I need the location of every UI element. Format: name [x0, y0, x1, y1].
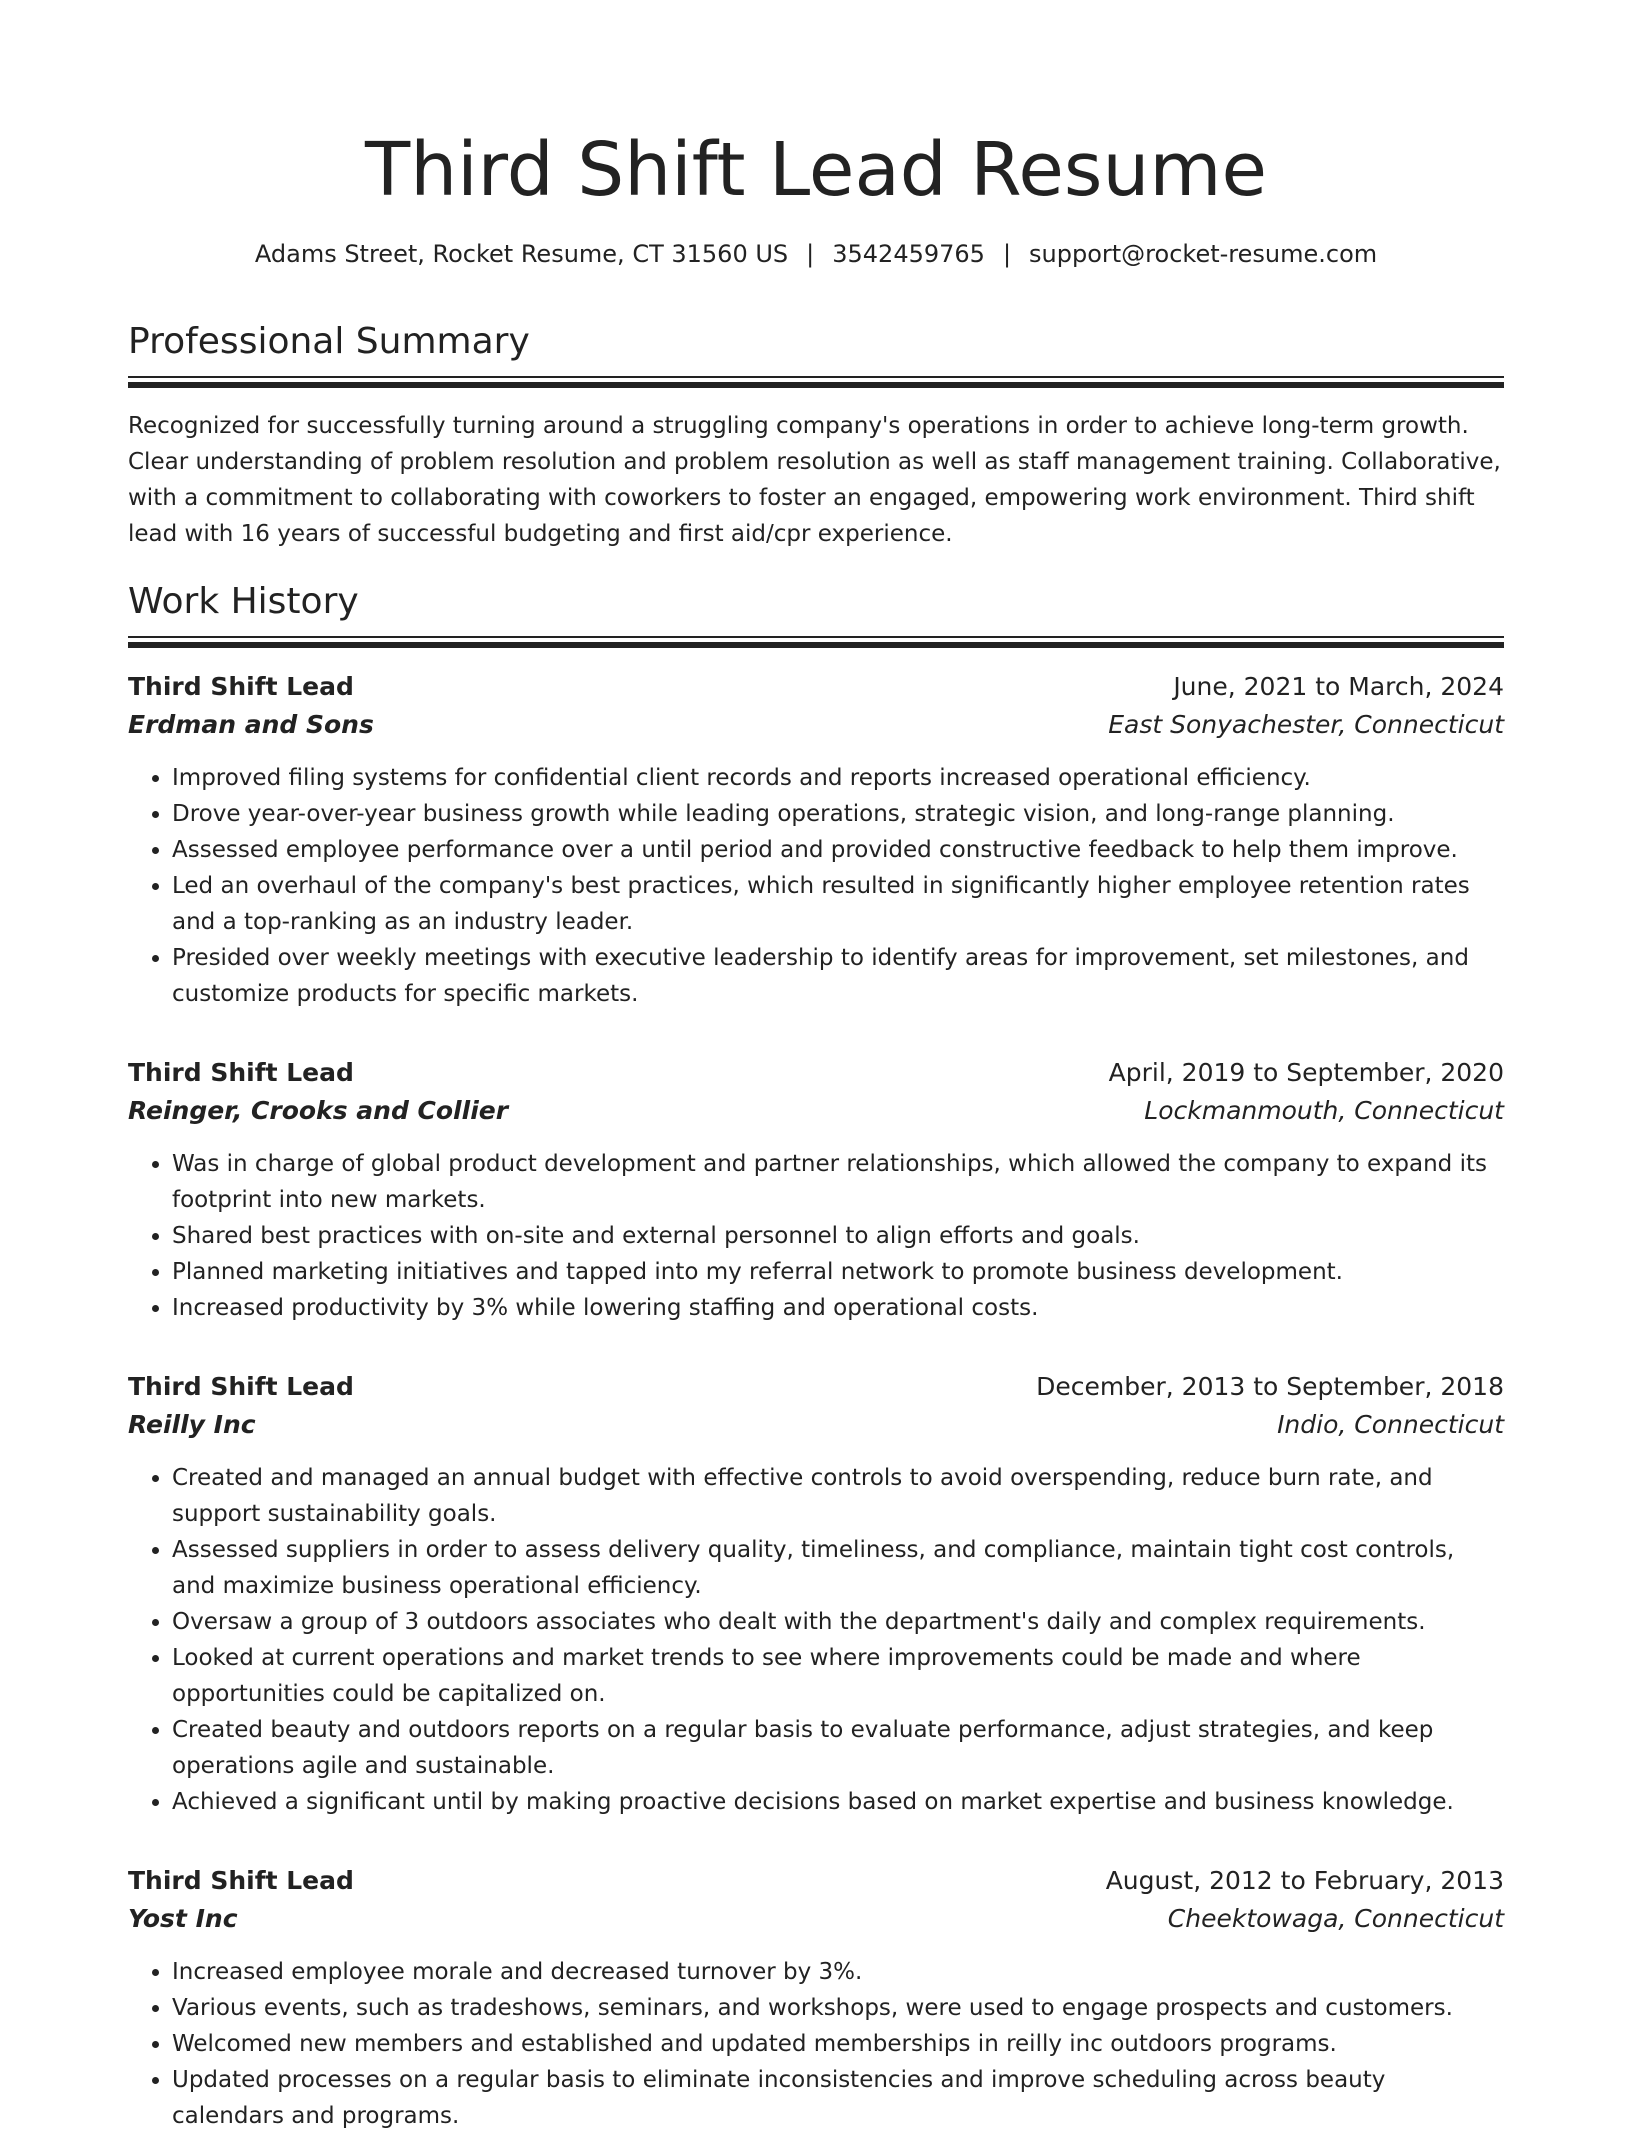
job-entry	[128, 1054, 1504, 1326]
job-title: Third Shift Lead	[128, 1866, 354, 1895]
section-heading-work-history: Work History	[128, 581, 359, 622]
page-title: Third Shift Lead Resume	[365, 127, 1267, 213]
job-company: Reilly Inc	[128, 1410, 256, 1439]
job-header-row	[128, 1368, 1504, 1406]
job-bullet: • Updated processes on a regular basis to eliminate inconsistencies and improve scheduling across beauty calendars and programs.	[172, 2062, 1504, 2134]
professional-summary-section	[128, 320, 1504, 552]
job-title: Third Shift Lead	[128, 672, 354, 701]
job-company-row	[128, 706, 1504, 744]
job-bullet-list	[128, 1146, 1504, 1326]
job-location: Lockmanmouth, Connecticut	[1144, 1096, 1504, 1125]
contact-address: Adams Street, Rocket Resume, CT 31560 US	[254, 240, 789, 268]
contact-line	[128, 238, 1504, 270]
job-company-row	[128, 1092, 1504, 1130]
section-heading-summary: Professional Summary	[128, 321, 530, 362]
work-history-section	[128, 580, 1504, 2134]
job-bullet: • Presided over weekly meetings with executive leadership to identify areas for improvement, set milestones, and customize products for specific markets.	[172, 940, 1504, 1012]
job-bullet: • Drove year-over-year business growth while leading operations, strategic vision, and long-range planning.	[172, 796, 1504, 832]
job-dates: December, 2013 to September, 2018	[1036, 1372, 1504, 1401]
job-bullet: • Assessed employee performance over a until period and provided constructive feedback to help them improve.	[172, 832, 1504, 868]
summary-text: Recognized for successfully turning around a struggling company's operations in order to achieve long-term growth. Clear understanding of problem resolution and problem resolution as well as staff management training. Collaborative, with a commitment to collaborating with coworkers to foster an engaged, empowering work environment. Third shift lead with 16 years of successful budgeting and first aid/cpr experience.	[128, 413, 1501, 547]
job-list	[128, 668, 1504, 2134]
job-title: Third Shift Lead	[128, 1058, 354, 1087]
job-bullet: • Increased employee morale and decreased turnover by 3%.	[172, 1954, 1504, 1990]
job-bullet: • Led an overhaul of the company's best practices, which resulted in significantly higher employee retention rates and a top-ranking as an industry leader.	[172, 868, 1504, 940]
job-entry	[128, 1862, 1504, 2134]
job-header-row	[128, 668, 1504, 706]
resume-page	[128, 0, 1504, 2134]
job-company: Reinger, Crooks and Collier	[128, 1096, 509, 1125]
job-entry	[128, 668, 1504, 1012]
job-bullet-list	[128, 1460, 1504, 1820]
job-bullet: • Welcomed new members and established and updated memberships in reilly inc outdoors programs.	[172, 2026, 1504, 2062]
job-location: Cheektowaga, Connecticut	[1167, 1904, 1504, 1933]
job-entry	[128, 1368, 1504, 1820]
job-company: Erdman and Sons	[128, 710, 374, 739]
job-bullet: • Increased productivity by 3% while lowering staffing and operational costs.	[172, 1290, 1504, 1326]
job-dates: June, 2021 to March, 2024	[1173, 672, 1504, 701]
contact-email: support@rocket-resume.com	[1029, 240, 1378, 268]
job-bullet: • Was in charge of global product development and partner relationships, which allowed the company to expand its footprint into new markets.	[172, 1146, 1504, 1218]
section-divider	[128, 636, 1504, 650]
job-header-row	[128, 1862, 1504, 1900]
job-header-row	[128, 1054, 1504, 1092]
job-bullet-list	[128, 760, 1504, 1012]
job-bullet: • Created and managed an annual budget with effective controls to avoid overspending, reduce burn rate, and support sustainability goals.	[172, 1460, 1504, 1532]
contact-phone: 3542459765	[832, 240, 985, 268]
contact-separator: |	[1002, 240, 1012, 268]
job-company-row	[128, 1900, 1504, 1938]
job-bullet: • Oversaw a group of 3 outdoors associates who dealt with the department's daily and complex requirements.	[172, 1604, 1504, 1640]
job-bullet: • Looked at current operations and market trends to see where improvements could be made and where opportunities could be capitalized on.	[172, 1640, 1504, 1712]
job-bullet: • Various events, such as tradeshows, seminars, and workshops, were used to engage prospects and customers.	[172, 1990, 1504, 2026]
job-bullet: • Created beauty and outdoors reports on a regular basis to evaluate performance, adjust strategies, and keep operations agile and sustainable.	[172, 1712, 1504, 1784]
job-bullet: • Achieved a significant until by making proactive decisions based on market expertise and business knowledge.	[172, 1784, 1504, 1820]
job-title: Third Shift Lead	[128, 1372, 354, 1401]
job-company: Yost Inc	[128, 1904, 238, 1933]
job-bullet: • Improved filing systems for confidential client records and reports increased operational efficiency.	[172, 760, 1504, 796]
section-divider	[128, 376, 1504, 390]
job-bullet: • Planned marketing initiatives and tapped into my referral network to promote business development.	[172, 1254, 1504, 1290]
job-company-row	[128, 1406, 1504, 1444]
contact-separator: |	[806, 240, 815, 268]
job-bullet: • Assessed suppliers in order to assess delivery quality, timeliness, and compliance, maintain tight cost controls, and maximize business operational efficiency.	[172, 1532, 1504, 1604]
job-bullet-list	[128, 1954, 1504, 2134]
job-bullet: • Shared best practices with on-site and external personnel to align efforts and goals.	[172, 1218, 1504, 1254]
job-location: Indio, Connecticut	[1277, 1410, 1504, 1439]
job-dates: August, 2012 to February, 2013	[1105, 1866, 1504, 1895]
job-dates: April, 2019 to September, 2020	[1108, 1058, 1504, 1087]
job-location: East Sonyachester, Connecticut	[1108, 710, 1504, 739]
